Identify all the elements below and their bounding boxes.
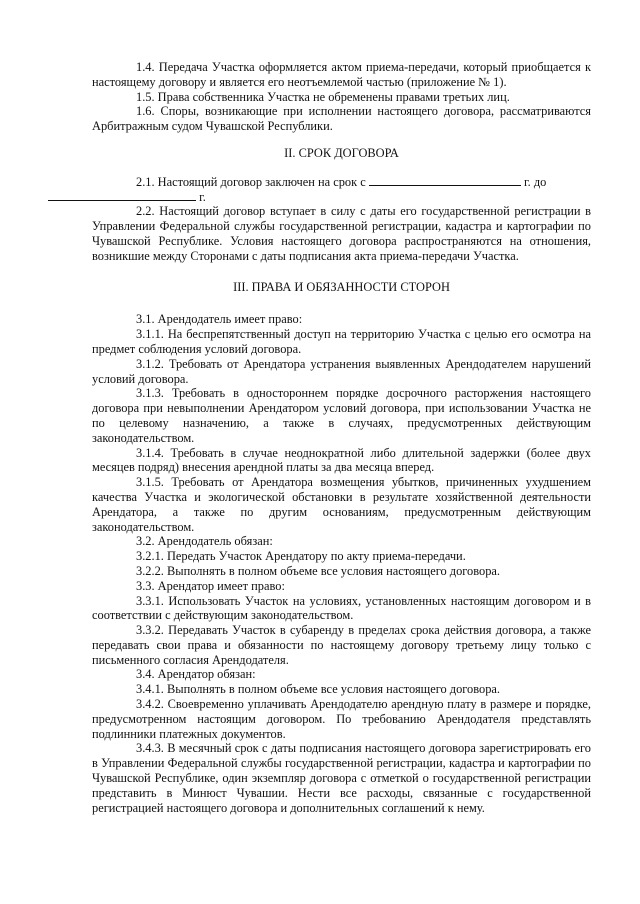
clause-3-2: 3.2. Арендодатель обязан: [136, 534, 273, 549]
clause-2-1-start: 2.1. Настоящий договор заключен на срок с [136, 174, 366, 189]
clause-3-2-2: 3.2.2. Выполнять в полном объеме все условия настоящего договора. [136, 563, 501, 578]
clause-2-1-end: г. [199, 189, 206, 204]
clause-3-4-2: 3.4.2. Своевременно уплачивать Арендодателю арендную плату в размере и порядке, предусмотренном настоящим договором. По требованию Арендодателя представлять подлинники платежных документов. [92, 697, 591, 741]
document-page [92, 60, 591, 815]
clause-2-1-mid: г. до [523, 174, 547, 189]
clause-3-2-1: 3.2.1. Передать Участок Арендатору по акту приема-передачи. [136, 549, 466, 564]
date-to-blank [48, 190, 196, 201]
clause-3-1-4: 3.1.4. Требовать в случае неоднократной либо длительной задержки (более двух месяцев подряд) внесения арендной платы за два месяца вперед. [92, 445, 591, 475]
date-from-blank [369, 175, 521, 186]
clause-3-1-5: 3.1.5. Требовать от Арендатора возмещения убытков, причиненных ухудшением качества Участка и экологической обстановки в результате хозяйственной деятельности Арендатора, а также по другим основаниям, предусмотренным действующим законодательством. [92, 475, 591, 534]
section-3-heading: III. ПРАВА И ОБЯЗАННОСТИ СТОРОН [233, 279, 450, 294]
clause-2-1 [92, 175, 591, 205]
clause-1-4: 1.4. Передача Участка оформляется актом приема-передачи, который приобщается к настоящему договору и является его неотъемлемой частью (приложение № 1). [92, 60, 591, 89]
clause-2-2: 2.2. Настоящий договор вступает в силу с даты его государственной регистрации в Управлении Федеральной службы государственной регистрации, кадастра и картографии по Чувашской Республике. Условия настоящего договора распространяются на отношения, возникшие между Сторонами с даты подписания акта приема-передачи Участка. [92, 204, 591, 263]
clause-3-1-1: 3.1.1. На беспрепятственный доступ на территорию Участка с целью его осмотра на предмет соблюдения условий договора. [92, 327, 591, 356]
clause-3-1: 3.1. Арендодатель имеет право: [136, 312, 303, 327]
clause-3-4: 3.4. Арендатор обязан: [136, 667, 256, 682]
clause-3-3-1: 3.3.1. Использовать Участок на условиях, установленных настоящим договором и в соответствии с действующим законодательством. [92, 593, 591, 623]
section-2-heading: II. СРОК ДОГОВОРА [284, 145, 399, 160]
clause-3-3: 3.3. Арендатор имеет право: [136, 578, 285, 593]
clause-3-4-1: 3.4.1. Выполнять в полном объеме все условия настоящего договора. [136, 682, 501, 697]
clause-3-4-3: 3.4.3. В месячный срок с даты подписания настоящего договора зарегистрировать его в Управлении Федеральной службы государственной регистрации, кадастра и картографии по Чувашской Республике, один экземпляр договора с отметкой о государственной регистрации представить в Минюст Чувашии. Нести все расходы, связанные с государственной регистрацией настоящего договора и дополнительных соглашений к нему. [92, 741, 591, 815]
clause-1-6: 1.6. Споры, возникающие при исполнении настоящего договора, рассматриваются Арбитражным судом Чувашской Республики. [92, 104, 591, 134]
clause-3-1-3: 3.1.3. Требовать в одностороннем порядке досрочного расторжения настоящего договора при невыполнении Арендатором условий договора, при использовании Участка не по целевому назначению, а также в случаях, предусмотренных действующим законодательством. [92, 386, 591, 445]
clause-3-3-2: 3.3.2. Передавать Участок в субаренду в пределах срока действия договора, а также передавать свои права и обязанности по настоящему договору третьему лицу только с письменного согласия Арендодателя. [92, 623, 591, 667]
clause-1-5: 1.5. Права собственника Участка не обременены правами третьих лиц. [136, 89, 510, 104]
clause-3-1-2: 3.1.2. Требовать от Арендатора устранения выявленных Арендодателем нарушений условий договора. [92, 356, 591, 386]
